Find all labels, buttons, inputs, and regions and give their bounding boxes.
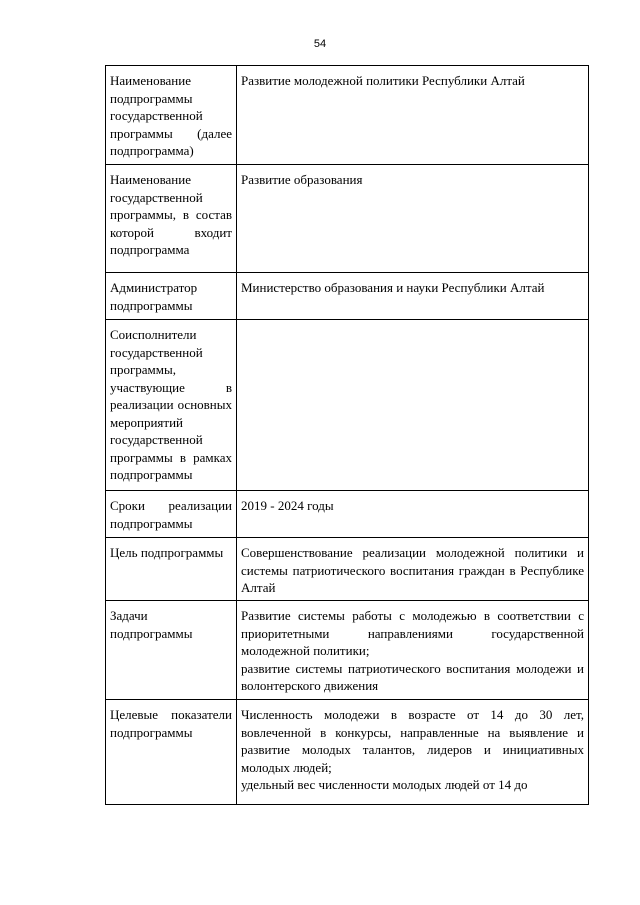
table-row <box>106 165 589 273</box>
subprogram-passport-table <box>105 65 589 805</box>
table-row <box>106 491 589 538</box>
table-row <box>106 320 589 491</box>
row-value <box>237 66 589 165</box>
row-value <box>237 538 589 601</box>
page-number: 54 <box>313 38 327 50</box>
value-paragraph: удельный вес численности молодых людей от 14 до <box>241 777 528 792</box>
row-label: Администратор подпрограммы <box>106 273 237 320</box>
value-paragraph: Министерство образования и науки Республики Алтай <box>241 280 545 295</box>
table-row <box>106 66 589 165</box>
value-paragraph: Развитие молодежной политики Республики Алтай <box>241 73 525 88</box>
row-value <box>237 165 589 273</box>
value-paragraph: Численность молодежи в возрасте от 14 до 30 лет, вовлеченной в конкурсы, направленные на выявление и развитие молодых талантов, лидеров и инициативных молодых людей; <box>241 707 584 775</box>
row-value <box>237 491 589 538</box>
row-label: Целевые показатели подпрограммы <box>106 700 237 805</box>
table-row <box>106 601 589 700</box>
row-value <box>237 273 589 320</box>
table-row <box>106 700 589 805</box>
value-paragraph: 2019 - 2024 годы <box>241 498 334 513</box>
table-row <box>106 538 589 601</box>
row-label: Сроки реализации подпрограммы <box>106 491 237 538</box>
row-label: Соисполнители государственной программы, участвующие в реализации основных мероприятий государственной программы в рамках подпрограммы <box>106 320 237 491</box>
value-paragraph: развитие системы патриотического воспитания молодежи и волонтерского движения <box>241 660 584 693</box>
value-paragraph: Совершенствование реализации молодежной политики и системы патриотического воспитания граждан в Республике Алтай <box>241 545 584 595</box>
row-value <box>237 700 589 805</box>
row-label: Задачи подпрограммы <box>106 601 237 700</box>
row-label: Наименование подпрограммы государственной программы (далее подпрограмма) <box>106 66 237 165</box>
table-row <box>106 273 589 320</box>
row-value <box>237 601 589 700</box>
row-label: Цель подпрограммы <box>106 538 237 601</box>
row-label: Наименование государственной программы, в состав которой входит подпрограмма <box>106 165 237 273</box>
row-value <box>237 320 589 491</box>
value-paragraph: Развитие системы работы с молодежью в соответствии с приоритетными направлениями государственной молодежной политики; <box>241 608 584 658</box>
value-paragraph: Развитие образования <box>241 172 363 187</box>
